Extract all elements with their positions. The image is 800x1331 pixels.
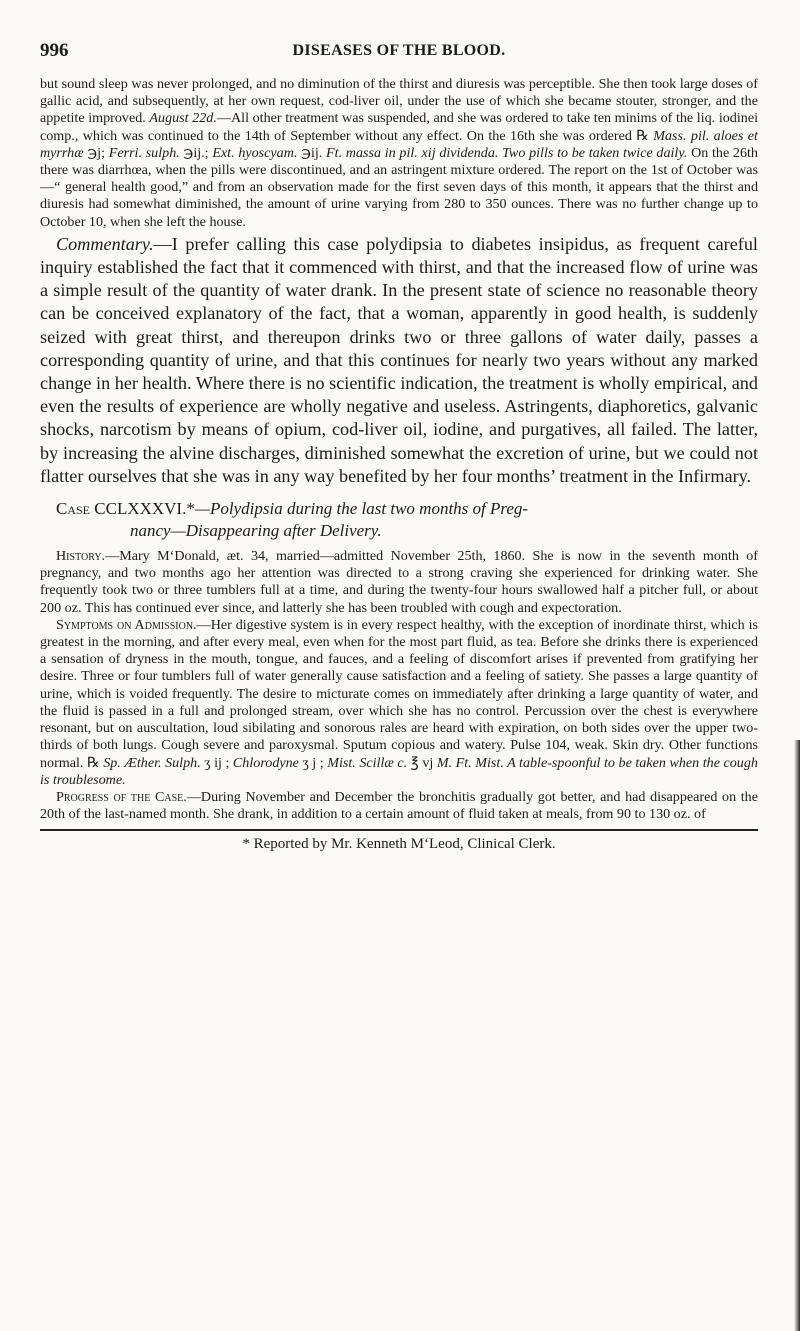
intro-text-f: On the 26th there was diarrhœa, when the pills were discontinued, and an astringent mixture ordered. The report on the 1st of October was—“ general health good,” and from an observation made for the first seven days of this month, it appears that the thirst and diuresis had somewhat diminished, the amount of urine varying from 280 to 350 ounces. There was no further change up to October 10, when she left the house. xyxy=(40,144,758,230)
case-title-line2: nancy—Disappearing after Delivery. xyxy=(130,521,382,541)
footnote-divider xyxy=(40,829,758,831)
progress-label: Progress of the Case. xyxy=(56,788,187,805)
symptoms-dose-2: ʒ j ; xyxy=(298,754,324,771)
page-header xyxy=(40,40,758,76)
case-title-line1: —Polydipsia during the last two months of Preg- xyxy=(194,499,529,519)
dose-1: ℈j; xyxy=(83,144,105,161)
intro-text: but sound sleep was never prolonged, and no diminution of the thirst and diuresis was perceptible. She then took large doses of gallic acid, and subsequently, at her own request, cod-liver oil, under the use of which she became stouter, stronger, and the appetite improved. xyxy=(40,76,758,127)
running-head: DISEASES OF THE BLOOD. xyxy=(292,42,506,59)
symptoms-rx2: Chlorodyne xyxy=(232,754,299,771)
intro-date: August 22d. xyxy=(149,110,217,127)
commentary-label: Commentary. xyxy=(56,233,154,254)
history-paragraph xyxy=(40,548,758,617)
intro-paragraph xyxy=(40,76,758,231)
prescription-3: Ext. hyoscyam. xyxy=(212,144,298,161)
intro-text-b: —All other treatment was suspended, and she was ordered to take ten minims of the liq. iodinei comp., which was continued to the 14th of September without any effect. On the 16th she was ordered ℞ xyxy=(40,110,758,144)
symptoms-rx1: Sp. Æther. Sulph. xyxy=(103,754,201,771)
prescription-4: Ft. massa in pil. xij dividenda. Two pills to be taken twice daily. xyxy=(326,144,688,161)
symptoms-label: Symptoms on Admission. xyxy=(56,616,197,633)
commentary-paragraph xyxy=(40,233,758,488)
page xyxy=(40,40,758,853)
history-text: —Mary M‘Donald, æt. 34, married—admitted November 25th, 1860. She is now in the seventh month of pregnancy, and two months ago her attention was directed to a strong craving she experienced for drinking water. She frequently took two or three tumblers full at a time, and during the twenty-four hours swallowed half a pitcher full, or about 200 oz. This has continued ever since, and latterly she has been troubled with cough and expectoration. xyxy=(40,548,758,616)
commentary-text: —I prefer calling this case polydipsia to diabetes insipidus, as frequent careful inquiry established the fact that it commenced with thirst, and that the increased flow of urine was a simple result of the quantity of water drank. In the present state of science no reasonable theory can be conceived explanatory of the fact, that a woman, apparently in good health, is suddenly seized with great thirst, and thereupon drinks two or three gallons of water daily, passes a corresponding quantity of urine, and that this continues for nearly two years without any marked change in her health. Where there is no scientific indication, the treatment is wholly empirical, and even the results of experience are wholly negative and useless. Astringents, diaphoretics, galvanic shocks, narcotism by means of opium, cod-liver oil, iodine, and purgatives, all failed. The latter, by increasing the alvine discharges, diminished somewhat the excretion of urine, but we could not flatter ourselves that she was in any way benefited by her four months’ treatment in the Infirmary. xyxy=(40,233,758,486)
symptoms-dose-1: ʒ ij ; xyxy=(200,754,230,771)
page-edge-shadow xyxy=(794,740,800,1331)
page-number: 996 xyxy=(40,40,69,61)
symptoms-paragraph xyxy=(40,617,758,789)
symptoms-rx4: M. Ft. Mist. A table-spoonful to be taken when the cough is troublesome. xyxy=(40,754,758,788)
footnote: * Reported by Mr. Kenneth M‘Leod, Clinical Clerk. xyxy=(242,836,556,853)
case-heading xyxy=(40,498,758,542)
symptoms-dose-3: ℥ vj xyxy=(407,754,434,771)
case-label: Case xyxy=(56,499,91,519)
prescription-1: Mass. pil. aloes et myrrhæ xyxy=(40,127,758,161)
symptoms-rx3: Mist. Scillæ c. xyxy=(327,754,408,771)
history-label: History. xyxy=(56,548,106,565)
progress-text: —During November and December the bronchitis gradually got better, and had disappeared on the 20th of the last-named month. She drank, in addition to a certain amount of fluid taken at meals, from 90 to 130 oz. of xyxy=(40,788,758,823)
dose-3: ℈ij. xyxy=(297,144,323,161)
dose-2: ℈ij.; xyxy=(179,144,209,161)
symptoms-text: —Her digestive system is in every respect healthy, with the exception of inordinate thirst, which is greatest in the morning, and after every meal, even when for the most part fluid, as tea. Before she drinks there is experienced a sensation of dryness in the mouth, tongue, and fauces, and a feeling of discomfort arises if prevented from gratifying her desire. Three or four tumblers full of water generally cause satisfaction and a feeling of satiety. She passes a large quantity of urine, which is voided frequently. The desire to micturate comes on immediately after drinking a large quantity of water, and the fluid is passed in a full and prolonged stream, over which she has no control. Percussion over the chest is everywhere resonant, but on auscultation, loud sibilating and sonorous rales are heard with expiration, on both sides over the upper two-thirds of both lungs. Cough severe and paroxysmal. Sputum copious and watery. Pulse 104, weak. Skin dry. Other functions normal. ℞ xyxy=(40,616,758,771)
case-number: CCLXXXVI.* xyxy=(94,499,195,519)
prescription-2: Ferri. sulph. xyxy=(108,144,180,161)
progress-paragraph xyxy=(40,789,758,823)
